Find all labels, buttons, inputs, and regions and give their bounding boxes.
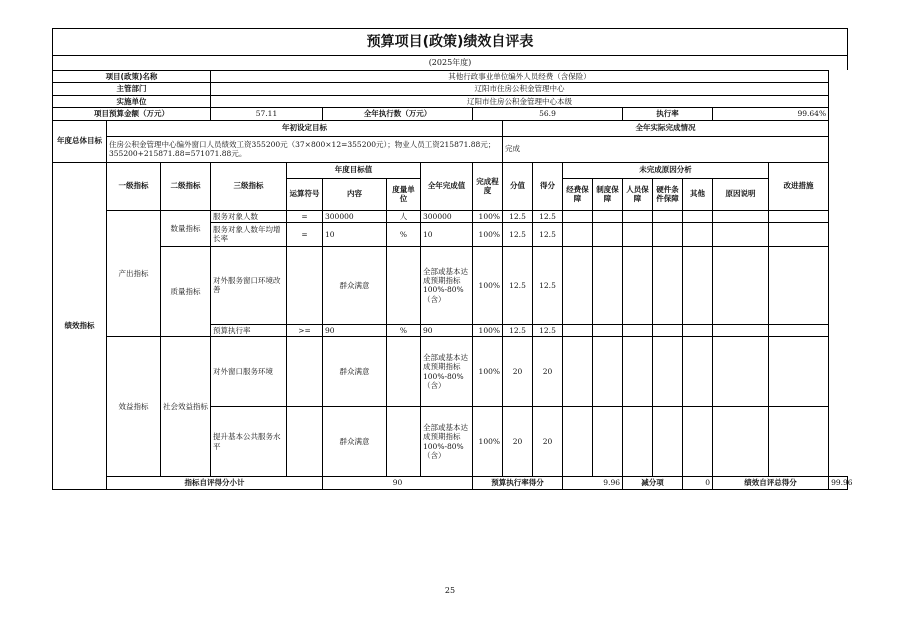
rate-value: 99.64% — [713, 108, 829, 120]
row-op — [287, 246, 323, 324]
blank-cell — [769, 210, 829, 222]
blank-cell — [769, 246, 829, 324]
row-unit: 人 — [387, 210, 421, 222]
total-value: 99.96 — [829, 477, 848, 489]
row-op: = — [287, 210, 323, 222]
row-unit: % — [387, 324, 421, 336]
row-unit — [387, 246, 421, 324]
indicator-header-row-1 — [53, 162, 848, 178]
row-degree: 100% — [473, 246, 503, 324]
qty-label: 数量指标 — [161, 210, 211, 246]
row-degree: 100% — [473, 222, 503, 246]
blank-cell — [563, 407, 593, 477]
goal-set-text: 住房公积金管理中心编外窗口人员绩效工资355200元（37×800×12=355200元）；物业人员工资215871.88元；355200+215871.88=571071.88元。 — [107, 136, 503, 162]
goal-section-label: 年度总体目标 — [53, 120, 107, 162]
header-lvl2: 二级指标 — [161, 162, 211, 210]
dept: 辽阳市住房公积金管理中心 — [211, 83, 829, 95]
blank-cell — [593, 210, 623, 222]
header-degree: 完成程度 — [473, 162, 503, 210]
blank-cell — [769, 407, 829, 477]
exec-value: 56.9 — [473, 108, 623, 120]
header-improve: 改进措施 — [769, 162, 829, 210]
row-score: 12.5 — [503, 222, 533, 246]
blank-cell — [713, 407, 769, 477]
blank-cell — [563, 337, 593, 407]
impl-row — [53, 95, 848, 107]
exec-label: 全年执行数（万元） — [323, 108, 473, 120]
row-l3: 服务对象人数 — [211, 210, 287, 222]
impl: 辽阳市住房公积金管理中心本级 — [211, 95, 829, 107]
header-r5: 其他 — [683, 178, 713, 210]
header-lvl3: 三级指标 — [211, 162, 287, 210]
row-score: 12.5 — [503, 210, 533, 222]
blank-cell — [623, 246, 653, 324]
row-value: 90 — [421, 324, 473, 336]
blank-cell — [769, 222, 829, 246]
header-content: 内容 — [323, 178, 387, 210]
goal-content-row — [53, 136, 848, 162]
blank-cell — [623, 210, 653, 222]
header-lvl1: 一级指标 — [107, 162, 161, 210]
blank-cell — [563, 246, 593, 324]
budget-row — [53, 108, 848, 120]
row-l3: 预算执行率 — [211, 324, 287, 336]
blank-cell — [653, 337, 683, 407]
row-score: 12.5 — [503, 324, 533, 336]
form-title: 预算项目(政策)绩效自评表 — [52, 28, 848, 55]
row-degree: 100% — [473, 337, 503, 407]
row-l3: 提升基本公共服务水平 — [211, 407, 287, 477]
blank-cell — [769, 324, 829, 336]
goal-done-text: 完成 — [503, 136, 829, 162]
row-content: 300000 — [323, 210, 387, 222]
blank-cell — [683, 337, 713, 407]
blank-cell — [593, 337, 623, 407]
row-content: 90 — [323, 324, 387, 336]
blank-cell — [653, 222, 683, 246]
blank-cell — [653, 246, 683, 324]
row-value: 全部或基本达成预期指标100%-80%（含） — [421, 246, 473, 324]
page-number: 25 — [444, 586, 456, 595]
row-l3: 对外服务窗口环境改善 — [211, 246, 287, 324]
row-value: 10 — [421, 222, 473, 246]
blank-cell — [713, 210, 769, 222]
row-got: 20 — [533, 407, 563, 477]
impl-label: 实施单位 — [53, 95, 211, 107]
blank-cell — [593, 407, 623, 477]
blank-cell — [593, 246, 623, 324]
blank-cell — [593, 222, 623, 246]
goal-header-row — [53, 120, 848, 136]
blank-cell — [769, 337, 829, 407]
blank-cell — [623, 407, 653, 477]
blank-cell — [713, 324, 769, 336]
row-got: 12.5 — [533, 222, 563, 246]
row-degree: 100% — [473, 407, 503, 477]
blank-cell — [683, 246, 713, 324]
subtotal-value: 90 — [323, 477, 473, 489]
rate-label: 执行率 — [623, 108, 713, 120]
blank-cell — [683, 407, 713, 477]
row-unit — [387, 407, 421, 477]
output-label: 产出指标 — [107, 210, 161, 337]
goal-set-label: 年初设定目标 — [107, 120, 503, 136]
header-score: 分值 — [503, 162, 533, 210]
indicator-row — [53, 210, 848, 222]
row-op: = — [287, 222, 323, 246]
blank-cell — [683, 222, 713, 246]
perf-section-label: 绩效指标 — [53, 162, 107, 489]
budget-score-label: 预算执行率得分 — [473, 477, 563, 489]
row-got: 12.5 — [533, 210, 563, 222]
blank-cell — [713, 246, 769, 324]
header-r6: 原因说明 — [713, 178, 769, 210]
row-op — [287, 337, 323, 407]
blank-cell — [563, 210, 593, 222]
blank-cell — [713, 337, 769, 407]
header-unit: 度量单位 — [387, 178, 421, 210]
blank-cell — [653, 407, 683, 477]
indicator-row — [53, 246, 848, 322]
deduct-label: 减分项 — [623, 477, 683, 489]
total-label: 绩效自评总得分 — [713, 477, 829, 489]
project-name: 其他行政事业单位编外人员经费（含保险） — [211, 71, 829, 83]
row-unit — [387, 337, 421, 407]
budget-score-value: 9.96 — [563, 477, 623, 489]
blank-cell — [623, 222, 653, 246]
row-value: 全部或基本达成预期指标100%-80%（含） — [421, 337, 473, 407]
form-year: (2025年度) — [52, 55, 848, 70]
header-r3: 人员保障 — [623, 178, 653, 210]
quality-label: 质量指标 — [161, 246, 211, 336]
benefit-label: 效益指标 — [107, 337, 161, 477]
blank-cell — [683, 210, 713, 222]
row-degree: 100% — [473, 210, 503, 222]
row-l3: 对外窗口服务环境 — [211, 337, 287, 407]
subtotal-label: 指标自评得分小计 — [107, 477, 323, 489]
header-full-value: 全年完成值 — [421, 162, 473, 210]
blank-cell — [563, 324, 593, 336]
blank-cell — [623, 337, 653, 407]
row-value: 300000 — [421, 210, 473, 222]
row-content: 群众满意 — [323, 246, 387, 324]
row-op — [287, 407, 323, 477]
row-unit: % — [387, 222, 421, 246]
row-content: 群众满意 — [323, 407, 387, 477]
header-r1: 经费保障 — [563, 178, 593, 210]
row-op: >= — [287, 324, 323, 336]
header-got: 得分 — [533, 162, 563, 210]
budget-label: 项目预算金额（万元） — [53, 108, 211, 120]
indicator-row — [53, 337, 848, 407]
row-content: 10 — [323, 222, 387, 246]
blank-cell — [623, 324, 653, 336]
dept-row — [53, 83, 848, 95]
blank-cell — [683, 324, 713, 336]
social-label: 社会效益指标 — [161, 337, 211, 477]
blank-cell — [653, 324, 683, 336]
row-score: 20 — [503, 337, 533, 407]
budget-value: 57.11 — [211, 108, 323, 120]
goal-done-label: 全年实际完成情况 — [503, 120, 829, 136]
header-r4: 硬件条件保障 — [653, 178, 683, 210]
evaluation-form — [52, 28, 853, 490]
row-got: 20 — [533, 337, 563, 407]
deduct-value: 0 — [683, 477, 713, 489]
blank-cell — [653, 210, 683, 222]
row-content: 群众满意 — [323, 337, 387, 407]
row-value: 全部或基本达成预期指标100%-80%（含） — [421, 407, 473, 477]
project-name-label: 项目(政策)名称 — [53, 71, 211, 83]
header-r2: 制度保障 — [593, 178, 623, 210]
evaluation-table — [52, 70, 853, 490]
dept-label: 主管部门 — [53, 83, 211, 95]
row-got: 12.5 — [533, 324, 563, 336]
row-score: 12.5 — [503, 246, 533, 324]
header-reason: 未完成原因分析 — [563, 162, 769, 178]
blank-cell — [713, 222, 769, 246]
blank-cell — [593, 324, 623, 336]
project-name-row — [53, 71, 848, 83]
summary-row — [53, 477, 848, 489]
blank-cell — [563, 222, 593, 246]
row-degree: 100% — [473, 324, 503, 336]
row-score: 20 — [503, 407, 533, 477]
row-got: 12.5 — [533, 246, 563, 324]
header-year-target: 年度目标值 — [287, 162, 421, 178]
row-l3: 服务对象人数年均增长率 — [211, 222, 287, 246]
header-op: 运算符号 — [287, 178, 323, 210]
